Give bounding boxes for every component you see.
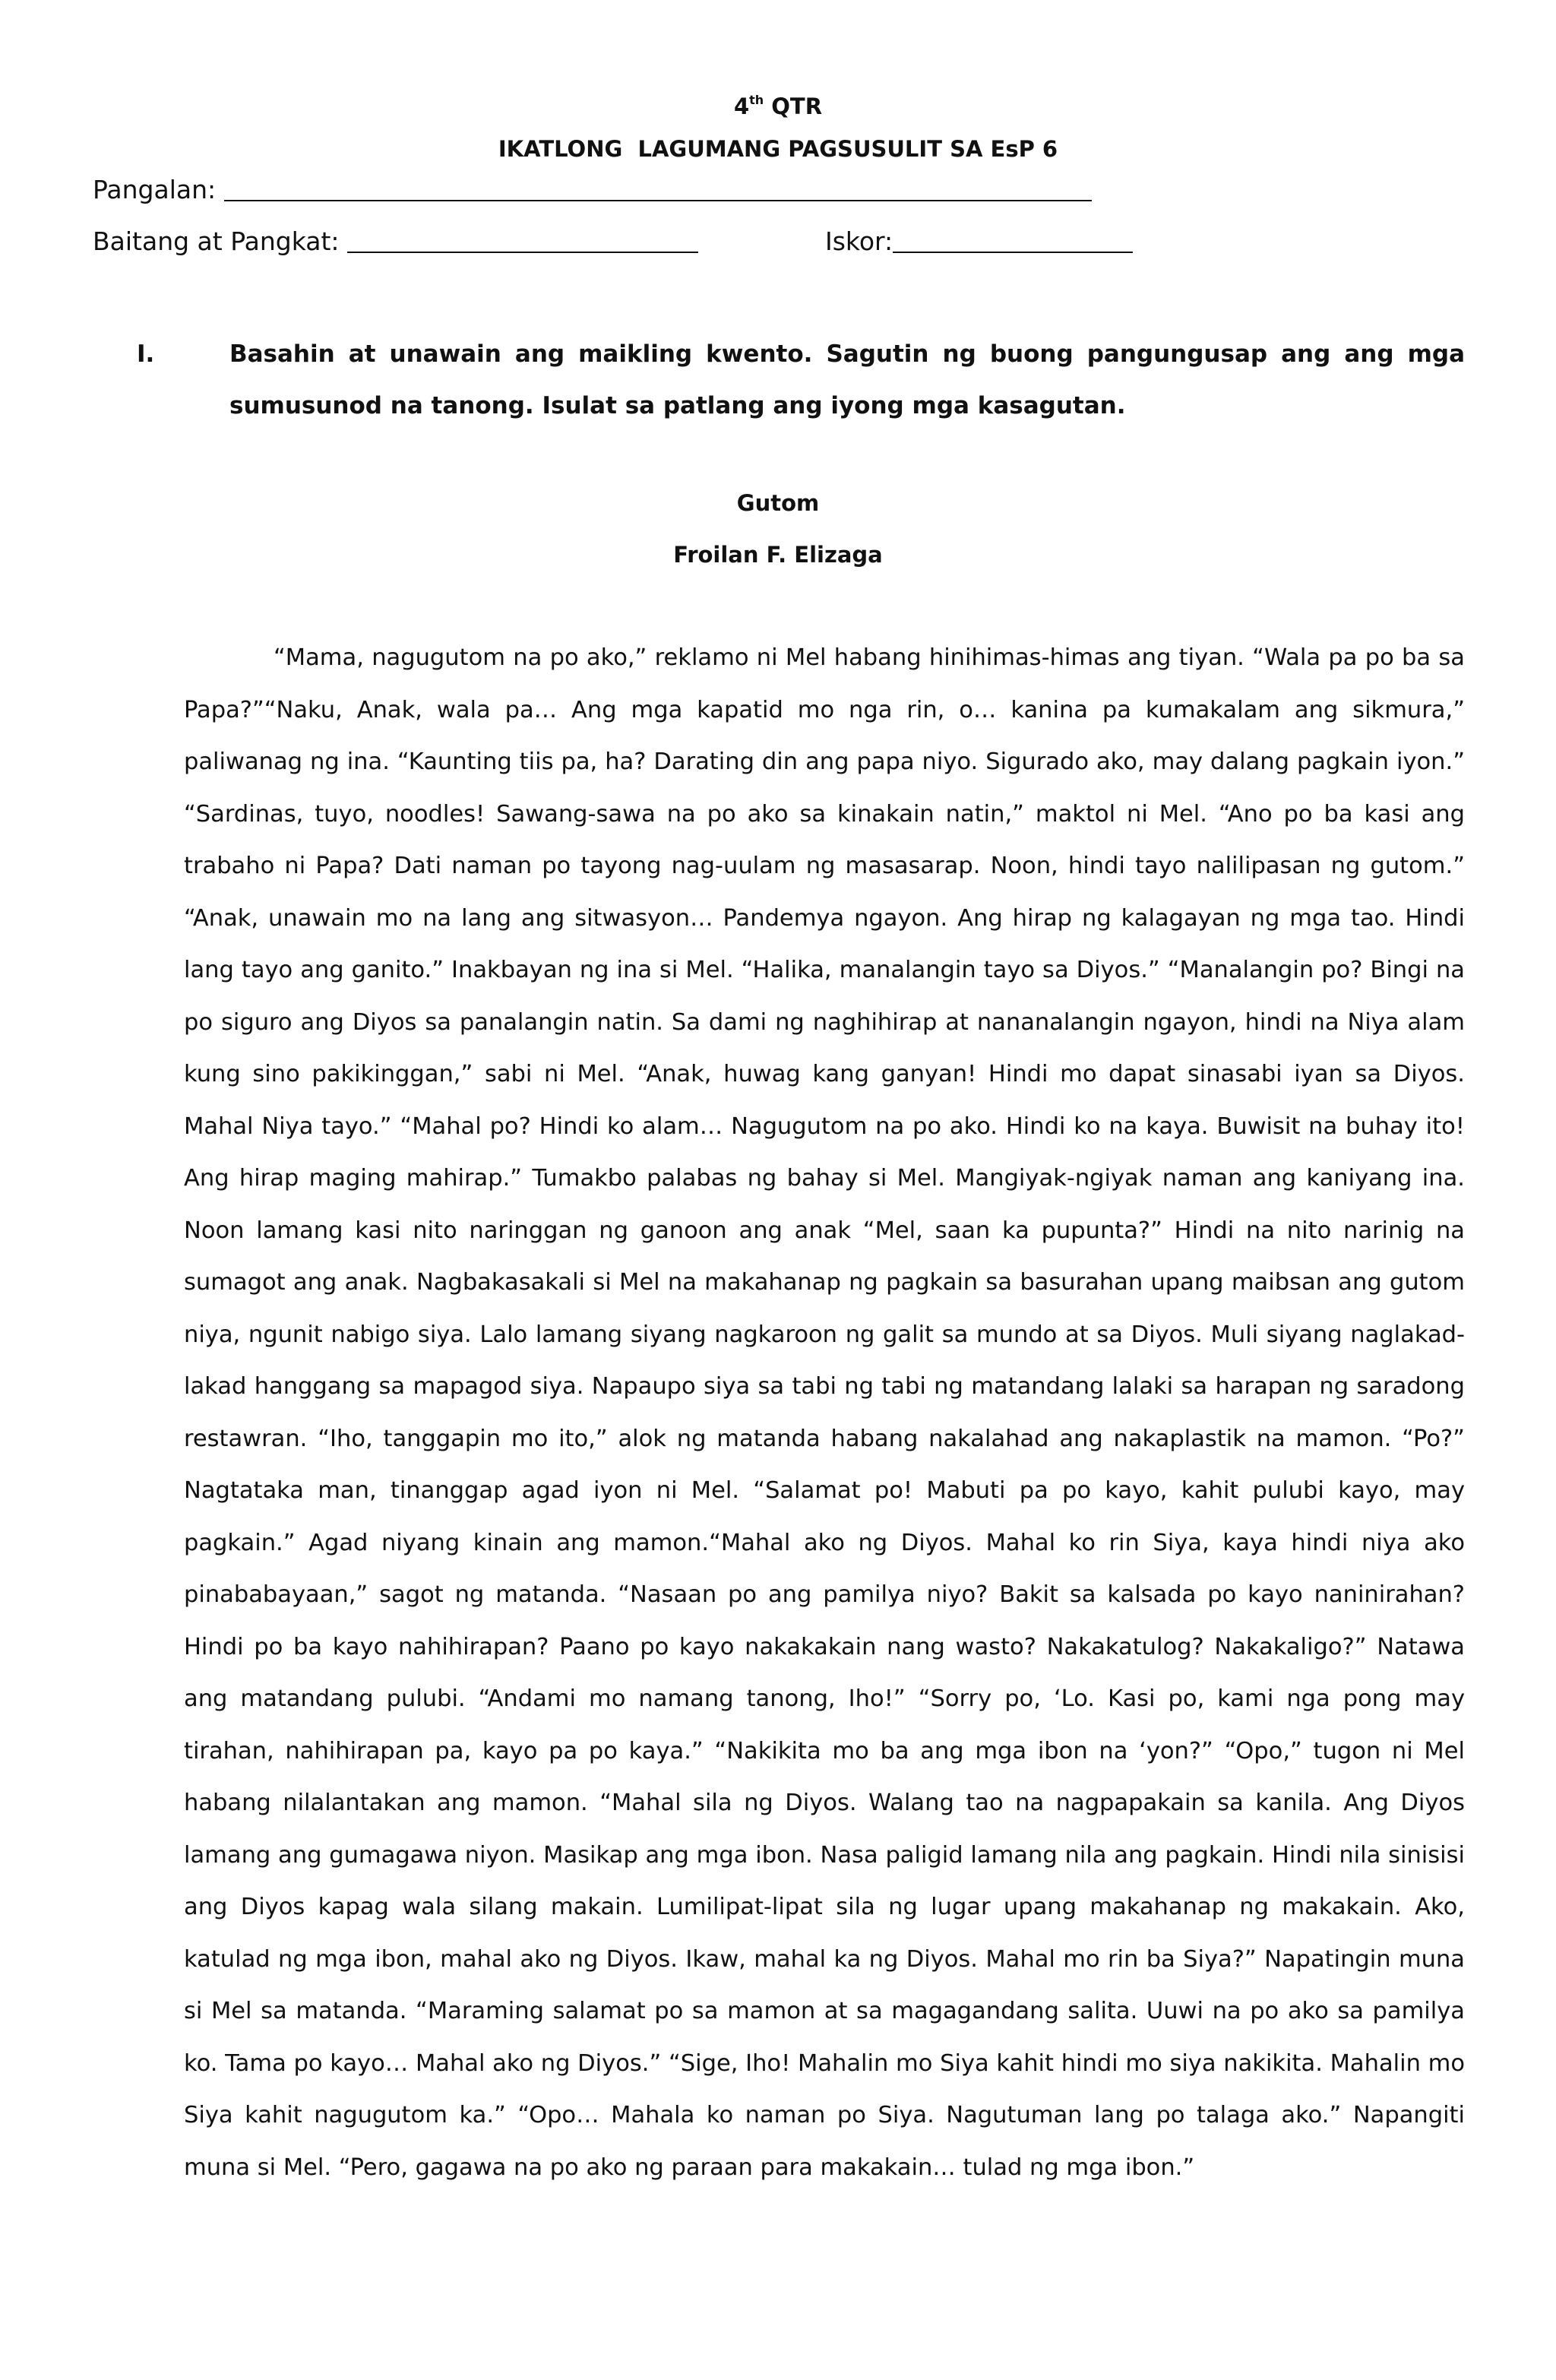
score-label: Iskor: [825, 226, 893, 256]
score-blank-line[interactable] [893, 226, 1133, 253]
instruction-text: Basahin at unawain ang maikling kwento. Sagutin ng buong pangungusap ang ang mga sumusunod na tanong. Isulat sa patlang ang iyong mga kasagutan. [229, 340, 1465, 419]
story-author: Froilan F. Elizaga [673, 542, 883, 568]
name-blank-line[interactable] [224, 174, 1092, 201]
quarter-label: QTR [771, 93, 823, 119]
score-field-row [825, 225, 1133, 258]
story-title: Gutom [736, 490, 820, 516]
grade-section-blank-line[interactable] [347, 226, 698, 253]
grade-section-label: Baitang at Pangkat: [93, 226, 340, 256]
quarter-number: 4 [733, 93, 750, 119]
story-body: “Mama, nagugutom na po ako,” reklamo ni Mel habang hinihimas-himas ang tiyan. “Wala pa po ba sa Papa?”“Naku, Anak, wala pa… Ang mga kapatid mo nga rin, o… kanina pa kumakalam ang sikmura,” paliwanag ng ina. “Kaunting tiis pa, ha? Darating din ang papa niyo. Sigurado ako, may dalang pagkain iyon.” “Sardinas, tuyo, noodles! Sawang-sawa na po ako sa kinakain natin,” maktol ni Mel. “Ano po ba kasi ang trabaho ni Papa? Dati naman po tayong nag-uulam ng masasarap. Noon, hindi tayo nalilipasan ng gutom.” “Anak, unawain mo na lang ang sitwasyon… Pandemya ngayon. Ang hirap ng kalagayan ng mga tao. Hindi lang tayo ang ganito.” Inakbayan ng ina si Mel. “Halika, manalangin tayo sa Diyos.” “Manalangin po? Bingi na po siguro ang Diyos sa panalangin natin. Sa dami ng naghihirap at nananalangin ngayon, hindi na Niya alam kung sino pakikinggan,” sabi ni Mel. “Anak, huwag kang ganyan! Hindi mo dapat sinasabi iyan sa Diyos. Mahal Niya tayo.” “Mahal po? Hindi ko alam… Nagugutom na po ako. Hindi ko na kaya. Buwisit na buhay ito! Ang hirap maging mahirap.” Tumakbo palabas ng bahay si Mel. Mangiyak-ngiyak naman ang kaniyang ina. Noon lamang kasi nito naringgan ng ganoon ang anak “Mel, saan ka pupunta?” Hindi na nito narinig na sumagot ang anak. Nagbakasakali si Mel na makahanap ng pagkain sa basurahan upang maibsan ang gutom niya, ngunit nabigo siya. Lalo lamang siyang nagkaroon ng galit sa mundo at sa Diyos. Muli siyang naglakad-lakad hanggang sa mapagod siya. Napaupo siya sa tabi ng tabi ng matandang lalaki sa harapan ng saradong restawran. “Iho, tanggapin mo ito,” alok ng matanda habang nakalahad ang nakaplastik na mamon. “Po?” Nagtataka man, tinanggap agad iyon ni Mel. “Salamat po! Mabuti pa po kayo, kahit pulubi kayo, may pagkain.” Agad niyang kinain ang mamon.“Mahal ako ng Diyos. Mahal ko rin Siya, kaya hindi niya ako pinababayaan,” sagot ng matanda. “Nasaan po ang pamilya niyo? Bakit sa kalsada po kayo naninirahan? Hindi po ba kayo nahihirapan? Paano po kayo nakakakain nang wasto? Nakakatulog? Nakakaligo?” Natawa ang matandang pulubi. “Andami mo namang tanong, Iho!” “Sorry po, ‘Lo. Kasi po, kami nga pong may tirahan, nahihirapan pa, kayo pa po kaya.” “Nakikita mo ba ang mga ibon na ‘yon?” “Opo,” tugon ni Mel habang nilalantakan ang mamon. “Mahal sila ng Diyos. Walang tao na nagpapakain sa kanila. Ang Diyos lamang ang gumagawa niyon. Masikap ang mga ibon. Nasa paligid lamang nila ang pagkain. Hindi nila sinisisi ang Diyos kapag wala silang makain. Lumilipat-lipat sila ng lugar upang makahanap ng makakain. Ako, katulad ng mga ibon, mahal ako ng Diyos. Ikaw, mahal ka ng Diyos. Mahal mo rin ba Siya?” Napatingin muna si Mel sa matanda. “Maraming salamat po sa mamon at sa magagandang salita. Uuwi na po ako sa pamilya ko. Tama po kayo… Mahal ako ng Diyos.” “Sige, Iho! Mahalin mo Siya kahit hindi mo siya nakikita. Mahalin mo Siya kahit nagugutom ka.” “Opo… Mahala ko naman po Siya. Nagutuman lang po talaga ako.” Napangiti muna si Mel. “Pero, gagawa na po ako ng paraan para makakain… tulad ng mga ibon.” [184, 644, 1465, 2181]
name-label: Pangalan: [93, 175, 217, 204]
grade-section-field-row [93, 225, 698, 258]
name-field-row [93, 173, 1092, 207]
instruction-block [137, 328, 1465, 432]
quarter-suffix: th [749, 93, 764, 107]
instruction-number: I. [137, 340, 155, 368]
quarter-heading [0, 91, 1556, 122]
test-title: IKATLONG LAGUMANG PAGSUSULIT SA EsP 6 [498, 136, 1058, 162]
